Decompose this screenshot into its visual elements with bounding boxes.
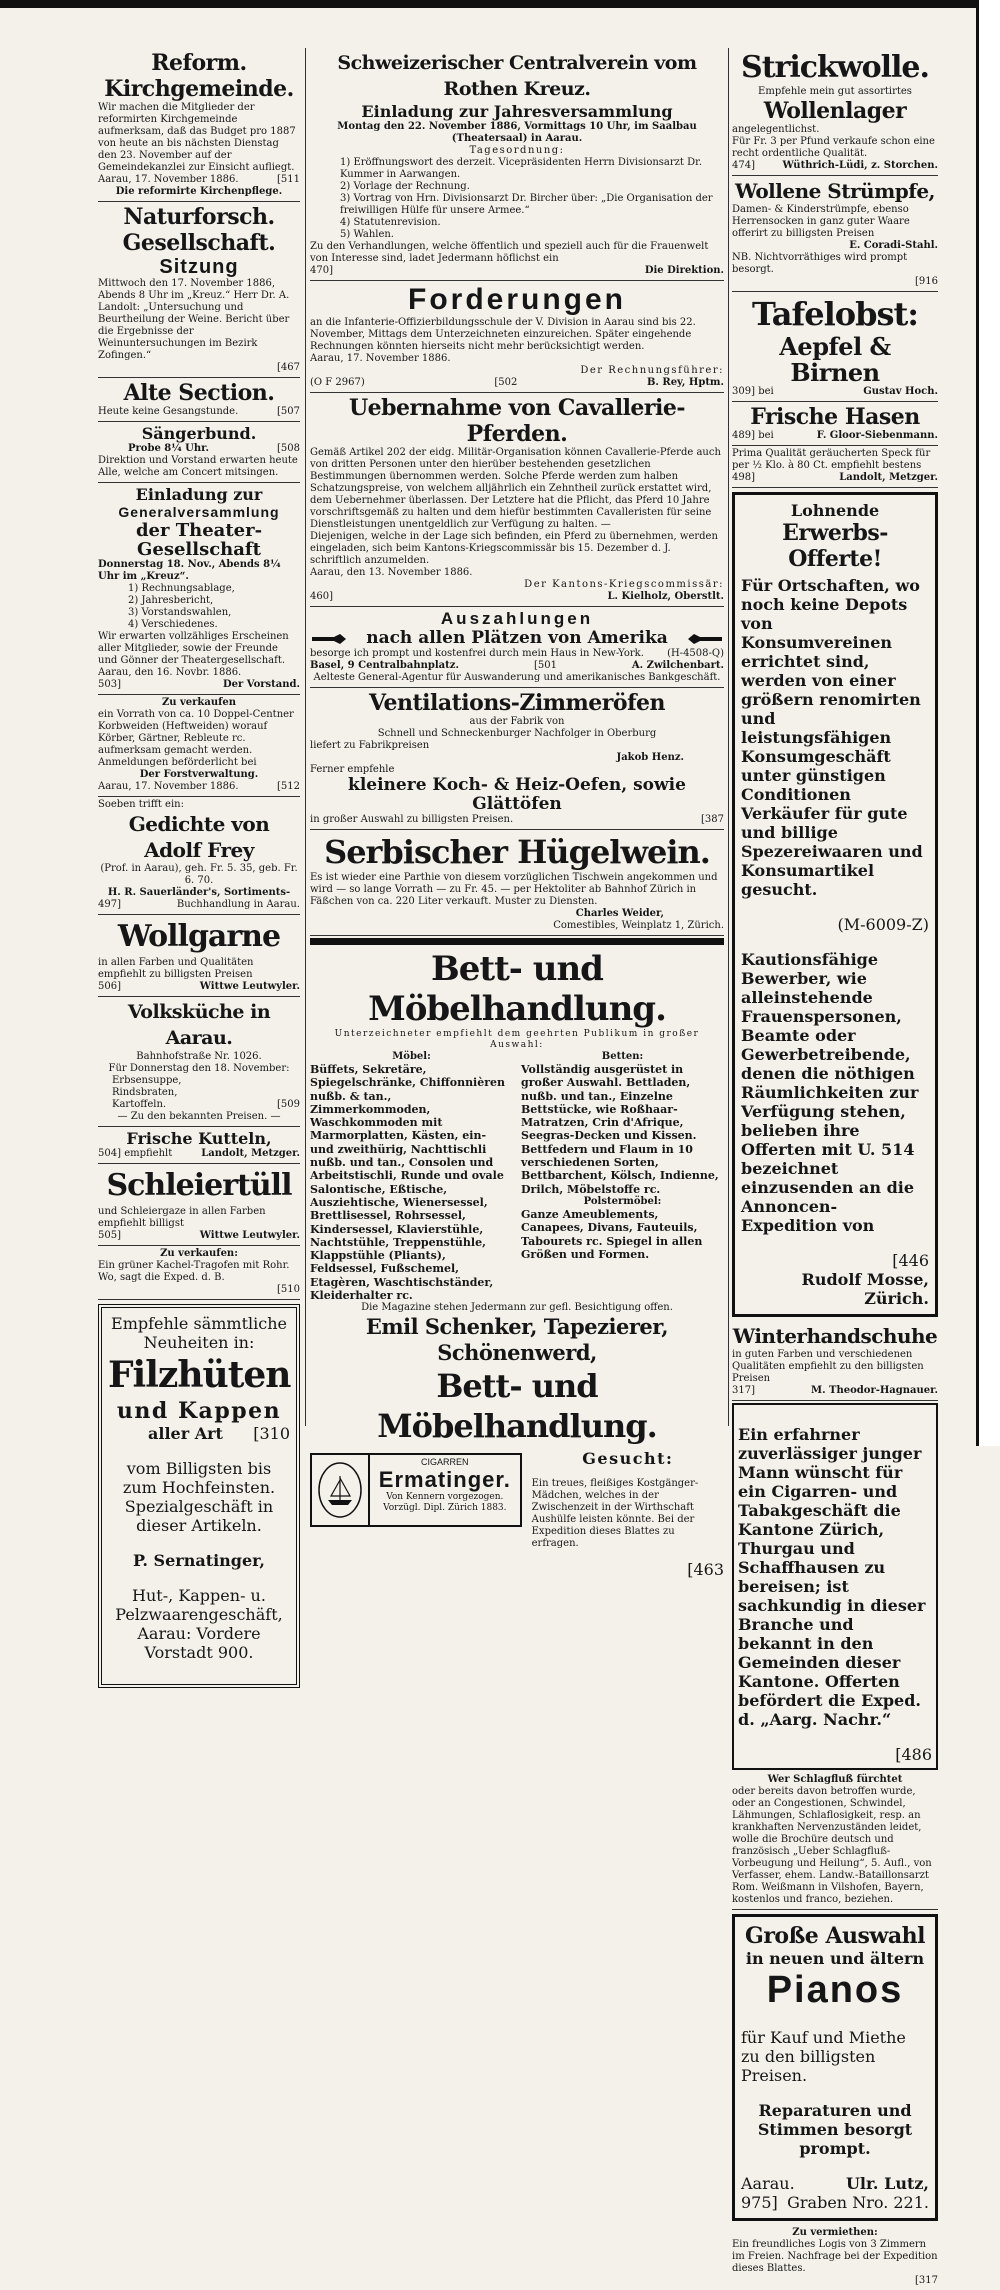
- ad-junger-mann: [732, 1403, 938, 1770]
- ad-naturforsch: [98, 202, 300, 378]
- rule-bar: [310, 938, 724, 945]
- ad-cavallerie: [310, 393, 724, 607]
- ad-saengerbund: [98, 422, 300, 483]
- ad-number: [446: [892, 1251, 929, 1270]
- top-border: [0, 0, 1000, 8]
- ad-body: Reparaturen und Stimmen besorgt prompt.: [757, 2101, 913, 2158]
- ad-speck: [732, 446, 938, 488]
- ad-title: Einladung zur: [135, 485, 263, 504]
- ad-title: Tafelobst:: [751, 295, 919, 333]
- ad-signature: Landolt, Metzger.: [201, 1148, 300, 1159]
- ad-body: Ein erfahrner zuverlässiger junger Mann wünscht für ein Cigarren- und Tabakgeschäft die Kantone Zürich, Thurgau und Schaffhausen zu bereisen; ist sachkundig in dieser Branche und bekannt in den Gemeinden dieser Kantone. Offerten befördert die Exped. d. „Aarg. Nachr.“: [738, 1425, 926, 1729]
- ad-number: 498]: [732, 472, 755, 483]
- ad-when: Donnerstag 18. Nov., Abends 8¼ Uhr im „Kreuz“.: [98, 559, 281, 582]
- ad-signature: Wittwe Leutwyler.: [199, 1230, 300, 1241]
- ad-title: Uebernahme von Cavallerie-Pferden.: [348, 395, 686, 447]
- ad-signature: Landolt, Metzger.: [839, 472, 938, 483]
- ad-body: besorge ich prompt und kostenfrei durch mein Haus in New-York.: [310, 648, 644, 659]
- ad-heading: Tagesordnung:: [469, 145, 565, 156]
- ad-number: [507: [277, 406, 300, 417]
- column-right: [732, 48, 938, 2286]
- ad-alte-section: [98, 378, 300, 422]
- ad-number: [317: [915, 2275, 938, 2286]
- ad-schleiertuell: [98, 1164, 300, 1246]
- ad-date: Aarau, den 13. November 1886.: [310, 567, 473, 578]
- ad-subtitle: nach allen Plätzen von Amerika: [366, 628, 668, 648]
- ad-title: Bett- und Möbelhandlung.: [368, 949, 666, 1029]
- ad-schlagfluss: [732, 1772, 938, 1910]
- column-left: [98, 48, 300, 1662]
- ad-when: Montag den 22. November 1886, Vormittags 10 Uhr, im Saalbau (Theatersaal) in Aarau.: [337, 121, 697, 144]
- ad-volkskueche: [98, 997, 300, 1127]
- ad-list: Büffets, Sekretäre, Spiegelschränke, Chiffonnièren nußb. & tan., Zimmerkommoden, Waschkommoden mit Marmorplatten, Kästen, ein- und zweithürig, Nachttischli nußb. und tan., Consolen und Arbeitstischli, Runde und ovale Salontische, Eßtische, Ausziehtische, Wienersessel, Brettlisessel, Rohrsessel, Kindersessel, Klavierstühle, Nachtstühle, Treppenstühle, Klappstühle (Pliants), Feldsessel, Fußschemel, Etagèren, Waschtischständer, Kleiderhalter rc.: [310, 1063, 506, 1303]
- ad-strickwolle: [732, 48, 938, 176]
- ad-code: (O F 2967): [310, 377, 365, 388]
- ad-number: 505]: [98, 1230, 121, 1241]
- ad-body: Ein grüner Kachel-Tragofen mit Rohr. Wo, sagt die Exped. d. B.: [98, 1260, 290, 1283]
- ad-signature: Rudolf Mosse, Zürich.: [801, 1270, 929, 1308]
- ad-body: an die Infanterie-Offizierbildungsschule der V. Division in Aarau sind bis 22. November, Mittags dem Unterzeichneten einzureichen. Später eingehende Rechnungen könnten hierseits nicht mehr berücksichtigt werden.: [310, 317, 696, 352]
- ad-label: CIGARREN: [421, 1457, 469, 1468]
- ad-title: Zu verkaufen:: [160, 1248, 238, 1259]
- ad-title: Große Auswahl: [745, 1923, 925, 1949]
- ad-bett-moebel: [310, 947, 724, 1449]
- ad-shop: Hut-, Kappen- u. Pelzwaarengeschäft, Aarau: Vordere Vorstadt 900.: [115, 1586, 283, 1662]
- ad-place: Aarau.: [741, 2174, 795, 2193]
- ad-erwerbs-offerte: [732, 492, 938, 1317]
- ad-code: (H-4508-Q): [667, 648, 724, 659]
- column-rule: [305, 48, 306, 1426]
- ad-signature: F. Gloor-Siebenmann.: [816, 430, 938, 441]
- ad-number: [510: [277, 1284, 300, 1295]
- ad-line: Schnell und Schneckenburger Nachfolger in Oberburg: [377, 728, 657, 739]
- ad-body: Kautionsfähige Bewerber, wie alleinstehende Frauenspersonen, Beamte oder Gewerbetreibende, denen die nöthigen Räumlichkeiten zur Verfügung stehen, belieben ihre Offerten mit U. 514 bezeichnet einzusenden an die Annoncen-Expedition von: [741, 950, 919, 1235]
- ad-title: Schweizerischer Centralverein vom Rothen Kreuz.: [337, 52, 697, 100]
- ad-footer: Aelteste General-Agentur für Auswanderung und amerikanisches Bankgeschäft.: [313, 672, 721, 683]
- ad-signature: Die Direktion.: [644, 265, 724, 276]
- ad-number: [501: [533, 660, 557, 671]
- ad-body: Heute keine Gesangstunde.: [98, 406, 239, 417]
- ad-title: Serbischer Hügelwein.: [324, 833, 710, 871]
- ad-signature: Charles Weider,: [575, 908, 664, 919]
- ad-number: 474]: [732, 160, 755, 171]
- ad-shop: Buchhandlung in Aarau.: [176, 899, 300, 910]
- ad-signature: Wüthrich-Lüdi, z. Storchen.: [782, 160, 938, 171]
- ad-body: oder bereits davon betroffen wurde, oder an Congestionen, Schwindel, Lähmungen, Schlaflosigkeit, resp. an krankhaften Nervenzuständen leidet, wolle die Brochüre deutsch und französisch „Ueber Schlagfluß-Vorbeugung und Heilung“, 5. Aufl., von Verfasser, ehem. Landw.-Bataillonsarzt Rom. Weißmann in Vilshofen, Bayern, kostenlos und franco, beziehen.: [732, 1786, 932, 1905]
- ship-icon: [316, 1460, 364, 1520]
- ad-ventilation: [310, 688, 724, 830]
- ad-number: 470]: [310, 265, 333, 276]
- ad-title: Zu vermiethen:: [792, 2227, 878, 2238]
- ad-body: Wir erwarten vollzähliges Erscheinen aller Mitglieder, sowie der Freunde und Gönner der Theatergesellschaft.: [98, 631, 289, 666]
- ad-title: Zu verkaufen: [161, 697, 237, 708]
- ad-title: Wollene Strümpfe,: [734, 179, 935, 203]
- ad-title: Ermatinger.: [378, 1467, 511, 1493]
- ad-body: vom Billigsten bis zum Hochfeinsten. Spezialgeschäft in dieser Artikeln.: [122, 1459, 276, 1535]
- ad-number: [463: [687, 1560, 724, 1580]
- ad-body: Mittwoch den 17. November 1886, Abends 8 Uhr im „Kreuz.“ Herr Dr. A. Landolt: „Untersuchung und Beurtheilung der Weine. Bericht über die Ergebnisse der Weinuntersuchungen im Bezirk Zofingen.“: [98, 278, 290, 361]
- ad-body: Zu den Verhandlungen, welche öffentlich und speziell auch für die Frauenwelt von Interesse sind, ladet Jedermann höflichst ein: [310, 241, 709, 264]
- ad-note: NB. Nichtvorräthiges wird prompt besorgt.: [732, 252, 908, 275]
- ad-line: bei: [758, 386, 774, 397]
- column-rule: [728, 48, 729, 1426]
- ad-signature: B. Rey, Hptm.: [646, 377, 724, 388]
- ad-line: Von Kennern vorgezogen.: [386, 1492, 504, 1503]
- ad-line: aus der Fabrik von: [469, 716, 565, 727]
- ad-line: Ferner empfehle: [310, 764, 395, 775]
- ad-number: [509: [277, 1099, 300, 1110]
- ad-number: 309]: [732, 386, 755, 397]
- ad-footer: Die Magazine stehen Jedermann zur gefl. Besichtigung offen.: [361, 1302, 673, 1314]
- ad-body: in guten Farben und verschiedenen Qualitäten empfiehlt zu den billigsten Preisen: [732, 1349, 924, 1384]
- ad-body: Für Fr. 3 per Pfund verkaufe schon eine recht ordentliche Qualität.: [732, 136, 935, 159]
- ad-forderungen: [310, 281, 724, 393]
- ad-title: Filzhüten: [108, 1354, 291, 1396]
- agenda-item: 3) Vortrag von Hrn. Divisionsarzt Dr. Bircher über: „Die Organisation der freiwilligen Hülfe für unsere Armee.“: [340, 193, 713, 216]
- ad-signature: Die reformirte Kirchenpflege.: [115, 186, 283, 197]
- ad-body: ein Vorrath von ca. 10 Doppel-Centner Korbweiden (Heftweiden) worauf Körber, Gärtner, Rebleute rc. aufmerksam gemacht werden. Anmeldungen beförderlicht bei: [98, 709, 294, 768]
- ad-title: Schleiertüll: [106, 1168, 292, 1203]
- ad-date: Aarau, 17. November 1886.: [310, 353, 451, 364]
- ad-title: Gedichte von Adolf Frey: [128, 812, 270, 862]
- ad-body: für Kauf und Miethe zu den billigsten Preisen.: [741, 2028, 906, 2085]
- ad-subtitle: Einladung zur Jahresversammlung: [361, 102, 673, 121]
- ad-body: Ein freundliches Logis von 3 Zimmern im Freien. Nachfrage bei der Expedition dieses Blattes.: [732, 2239, 938, 2274]
- pointing-hand-icon: [310, 633, 348, 645]
- menu-item: Kartoffeln.: [112, 1099, 167, 1110]
- ad-role: Der Rechnungsführer:: [580, 365, 724, 376]
- ad-line: bei: [758, 430, 774, 441]
- ad-signature: Ulr. Lutz,: [845, 2174, 929, 2193]
- ad-filzhueten: [98, 1304, 300, 1688]
- ad-firm: H. R. Sauerländer's, Sortiments-: [107, 887, 291, 898]
- ad-number: [502: [494, 377, 518, 388]
- ad-footer: — Zu den bekannten Preisen. —: [117, 1111, 281, 1122]
- ad-list: Vollständig ausgerüstet in großer Auswahl. Bettladen, nußb. und tan., Einzelne Bettstücke, wie Roßhaar-Matratzen, Crin d'Afrique, Seegras-Decken und Kissen. Bettfedern und Flaum in 10 verschiedenen Sorten, Bettbarchent, Kölsch, Indienne, Drilch, Möbelstoffe rc.: [521, 1063, 719, 1196]
- ad-title: Volksküche in Aarau.: [127, 1001, 271, 1049]
- ad-title: Forderungen: [408, 283, 626, 316]
- ad-heading: Betten:: [601, 1051, 644, 1062]
- ad-number: 975]: [741, 2193, 778, 2212]
- ad-forst: [98, 695, 300, 797]
- ad-title: Winterhandschuhe: [732, 1324, 938, 1348]
- pointing-hand-icon: [686, 633, 724, 645]
- ad-body: Gemäß Artikel 202 der eidg. Militär-Organisation können Cavallerie-Pferde auch von dritten Personen unter den hierüber bestehenden gesetzlichen Bestimmungen übernommen werden. Solche Pferde werden zum halben Schatzungspreise, von welchem alljährlich ein Zehntheil zurück erstattet wird, dem Uebernehmer überlassen. Der Letztere hat die Pflicht, das Pferd 10 Jahre vorschriftsgemäß zu halten und dem hiefür bestimmten Cavalleristen für seine Dienstleistungen unentgeldlich zur Verfügung zu halten. —: [310, 447, 721, 530]
- ad-title: Ventilations-Zimmeröfen: [368, 690, 666, 716]
- ad-number: [486: [895, 1745, 932, 1764]
- ad-title: Wollgarne: [117, 919, 281, 954]
- ad-auszahlungen: [310, 607, 724, 688]
- agenda-item: 5) Wahlen.: [340, 229, 394, 240]
- ad-subtitle: kleinere Koch- & Heiz-Oefen, sowie Glättöfen: [348, 775, 686, 814]
- ad-date: Aarau, den 16. Novbr. 1886.: [98, 667, 242, 678]
- ad-signature: P. Sernatinger,: [133, 1551, 265, 1570]
- ad-subtitle: Generalversammlung: [118, 504, 280, 520]
- ad-frische-hasen: [732, 402, 938, 446]
- ad-kachelofen: [98, 1246, 300, 1300]
- ad-line: in großer Auswahl zu billigsten Preisen.: [310, 814, 514, 825]
- agenda-item: 2) Jahresbericht,: [128, 595, 214, 606]
- ad-number: [511: [277, 174, 300, 185]
- ad-number: [508: [277, 443, 300, 454]
- ad-role: Der Kantons-Kriegscommissär:: [524, 579, 724, 590]
- ad-title: Strickwolle.: [741, 50, 929, 85]
- ad-line: Empfehle mein gut assortirtes: [758, 86, 912, 97]
- ad-date: Aarau, 17. November 1886.: [98, 781, 239, 792]
- ad-theater: [98, 483, 300, 695]
- agenda-item: 2) Vorlage der Rechnung.: [340, 181, 470, 192]
- page-edge: [976, 0, 1000, 1446]
- ad-heading: Möbel:: [392, 1051, 431, 1062]
- ad-zu-vermiethen: [732, 2225, 938, 2290]
- ad-body: Damen- & Kinderstrümpfe, ebenso Herrensocken in ganz guter Waare offerirt zu billigsten Preisen: [732, 204, 910, 239]
- ad-heading: Polstermöbel:: [583, 1195, 662, 1207]
- ad-body: in allen Farben und Qualitäten empfiehlt zu billigsten Preisen: [98, 957, 254, 980]
- ad-body: Ein treues, fleißiges Kostgänger-Mädchen, welches in der Zwischenzeit in der Wirthschaft Aushülfe leisten könnte. Bei der Expedition dieses Blattes zu erfragen.: [531, 1478, 699, 1550]
- ad-title: Alte Section.: [123, 380, 275, 406]
- ad-signature: Wittwe Leutwyler.: [199, 981, 300, 992]
- ad-number: 504]: [98, 1148, 121, 1159]
- ad-title: Frische Hasen: [750, 404, 920, 430]
- ad-address: Comestibles, Weinplatz 1, Zürich.: [553, 920, 724, 931]
- ad-number: 317]: [732, 1385, 755, 1396]
- ad-number: [916: [915, 276, 938, 287]
- ad-body: Prima Qualität geräucherten Speck für per ½ Klo. à 80 Ct. empfiehlt bestens: [732, 448, 931, 471]
- ad-kutteln: [98, 1127, 300, 1164]
- ad-title: Lohnende: [790, 501, 880, 520]
- ad-number: 506]: [98, 981, 121, 992]
- menu-item: Erbsensuppe,: [112, 1075, 182, 1086]
- ad-body: Wir machen die Mitglieder der reformirten Kirchgemeinde aufmerksam, daß das Budget pro 1887 von heute an bis nächsten Dienstag den 23. November auf der Gemeindekanzlei zur Einsicht aufliegt.: [98, 102, 296, 173]
- ad-signature: M. Theodor-Hagnauer.: [811, 1385, 938, 1396]
- ad-subtitle: in neuen und ältern: [745, 1949, 925, 1968]
- ad-number: 503]: [98, 679, 121, 690]
- ad-body: Direktion und Vorstand erwarten heute Alle, welche am Concert mitsingen.: [98, 455, 298, 478]
- ad-subtitle: Erwerbs-Offerte!: [782, 520, 888, 572]
- ad-line: liefert zu Fabrikpreisen: [310, 740, 430, 751]
- agenda-item: 3) Vorstandswahlen,: [128, 607, 232, 618]
- ad-title: Sängerbund.: [141, 424, 257, 443]
- ad-number: [467: [277, 362, 300, 373]
- ad-wollene-struempfe: [732, 176, 938, 292]
- ad-title: Naturforsch. Gesellschaft.: [122, 204, 276, 256]
- ad-signature: Jakob Henz.: [616, 752, 684, 763]
- ad-body: und Schleiergaze in allen Farben empfiehlt billigst: [98, 1206, 266, 1229]
- menu-item: Rindsbraten,: [112, 1087, 178, 1098]
- ad-rothes-kreuz: [310, 48, 724, 281]
- ad-title: Auszahlungen: [440, 609, 594, 628]
- ad-body: (Prof. in Aarau), geh. Fr. 5. 35, geb. Fr. 6. 70.: [100, 863, 298, 886]
- ad-reform-kirchgemeinde: [98, 48, 300, 202]
- ad-signature: E. Coradi-Stahl.: [849, 240, 938, 251]
- ad-line: aller Art: [148, 1424, 223, 1443]
- ad-intro: Unterzeichneter empfiehlt dem geehrten Publikum in großer Auswahl:: [334, 1029, 700, 1050]
- ad-signature: L. Kielholz, Oberstlt.: [607, 591, 724, 602]
- ad-winterhandschuhe: [732, 1321, 938, 1401]
- ad-number: [310: [253, 1424, 290, 1443]
- ad-tafelobst: [732, 292, 938, 402]
- ad-subtitle: und Kappen: [116, 1398, 282, 1424]
- ad-line: Vorzügl. Dipl. Zürich 1883.: [383, 1503, 507, 1514]
- ad-signature: Emil Schenker, Tapezierer, Schönenwerd,: [365, 1314, 669, 1366]
- ad-code: (M-6009-Z): [837, 915, 929, 934]
- ad-subtitle: Aepfel & Birnen: [779, 332, 891, 387]
- ad-body: Für Ortschaften, wo noch keine Depots von Konsumvereinen errichtet sind, werden von einer größern renomirten und leistungsfähigen Konsumgeschäft unter günstigen Conditionen Verkäufer für gute und billige Spezereiwaaren und Konsumartikel gesucht.: [741, 576, 923, 899]
- agenda-item: 1) Rechnungsablage,: [128, 583, 235, 594]
- ad-signature: Der Vorstand.: [222, 679, 300, 690]
- ad-pre: Soeben trifft ein:: [98, 799, 184, 810]
- ad-line: Probe 8¼ Uhr.: [128, 443, 209, 454]
- ad-ermatinger: [310, 1453, 522, 1527]
- trademark-logo: [312, 1455, 370, 1525]
- ad-title: Wer Schlagfluß fürchtet: [767, 1774, 903, 1785]
- ad-serbischer-huegelwein: [310, 830, 724, 936]
- agenda-item: 4) Statutenrevision.: [340, 217, 441, 228]
- ad-list: Ganze Ameublements, Canapees, Divans, Fauteuils, Tabourets rc. Spiegel in allen Größen und Formen.: [521, 1207, 703, 1261]
- agenda-item: 1) Eröffnungswort des derzeit. Vicepräsidenten Herrn Divisionsarzt Dr. Kummer in Aarwangen.: [340, 157, 702, 180]
- ad-line: Für Donnerstag den 18. November:: [108, 1063, 290, 1074]
- ad-title-repeat: Bett- und Möbelhandlung.: [377, 1367, 657, 1446]
- ad-number: 460]: [310, 591, 333, 602]
- ad-address: Graben Nro. 221.: [787, 2193, 929, 2212]
- ad-big-title: Pianos: [766, 1969, 904, 2011]
- ad-gedichte: [98, 797, 300, 915]
- ad-body: Diejenigen, welche in der Lage sich befinden, ein Pferd zu übernehmen, werden eingeladen, sich beim Kantons-Kriegscommissär bis 15. Dezember d. J. schriftlich anzumelden.: [310, 531, 718, 566]
- ad-subtitle: der Theater-Gesellschaft: [135, 520, 263, 560]
- ad-number: 489]: [732, 430, 755, 441]
- ad-body: empfiehlt: [124, 1148, 173, 1159]
- ad-title: Gesucht:: [582, 1449, 674, 1469]
- ad-signature: A. Zwilchenbart.: [631, 660, 724, 671]
- ad-pianos: [732, 1914, 938, 2221]
- ad-line: angelegentlichst.: [732, 124, 820, 135]
- ad-pre: Empfehle sämmtliche Neuheiten in:: [111, 1314, 287, 1352]
- ad-number: [512: [277, 781, 300, 792]
- ad-address: Bahnhofstraße Nr. 1026.: [136, 1051, 262, 1062]
- ad-signature: Gustav Hoch.: [863, 386, 938, 397]
- agenda-item: 4) Verschiedenes.: [128, 619, 218, 630]
- ad-body: Es ist wieder eine Parthie von diesem vorzüglichen Tischwein angekommen und wird — so lange Vorrath — zu Fr. 45. — per Hektoliter ab Bahnhof Zürich in Fäßchen von ca. 220 Liter verkauft. Muster zu Diensten.: [310, 872, 718, 907]
- ad-title: Frische Kutteln,: [126, 1129, 272, 1148]
- column-center: [310, 48, 724, 1580]
- ad-number: 497]: [98, 899, 121, 910]
- ad-signature: Der Forstverwaltung.: [139, 769, 259, 780]
- ad-date: Aarau, 17. November 1886.: [98, 174, 239, 185]
- ad-place: Basel, 9 Centralbahnplatz.: [310, 660, 459, 671]
- ad-number: [387: [701, 814, 724, 825]
- ad-wollgarne: [98, 915, 300, 997]
- ad-subtitle: Sitzung: [159, 256, 239, 278]
- ad-subtitle: Wollenlager: [763, 98, 907, 124]
- ad-title: Reform. Kirchgemeinde.: [104, 50, 294, 102]
